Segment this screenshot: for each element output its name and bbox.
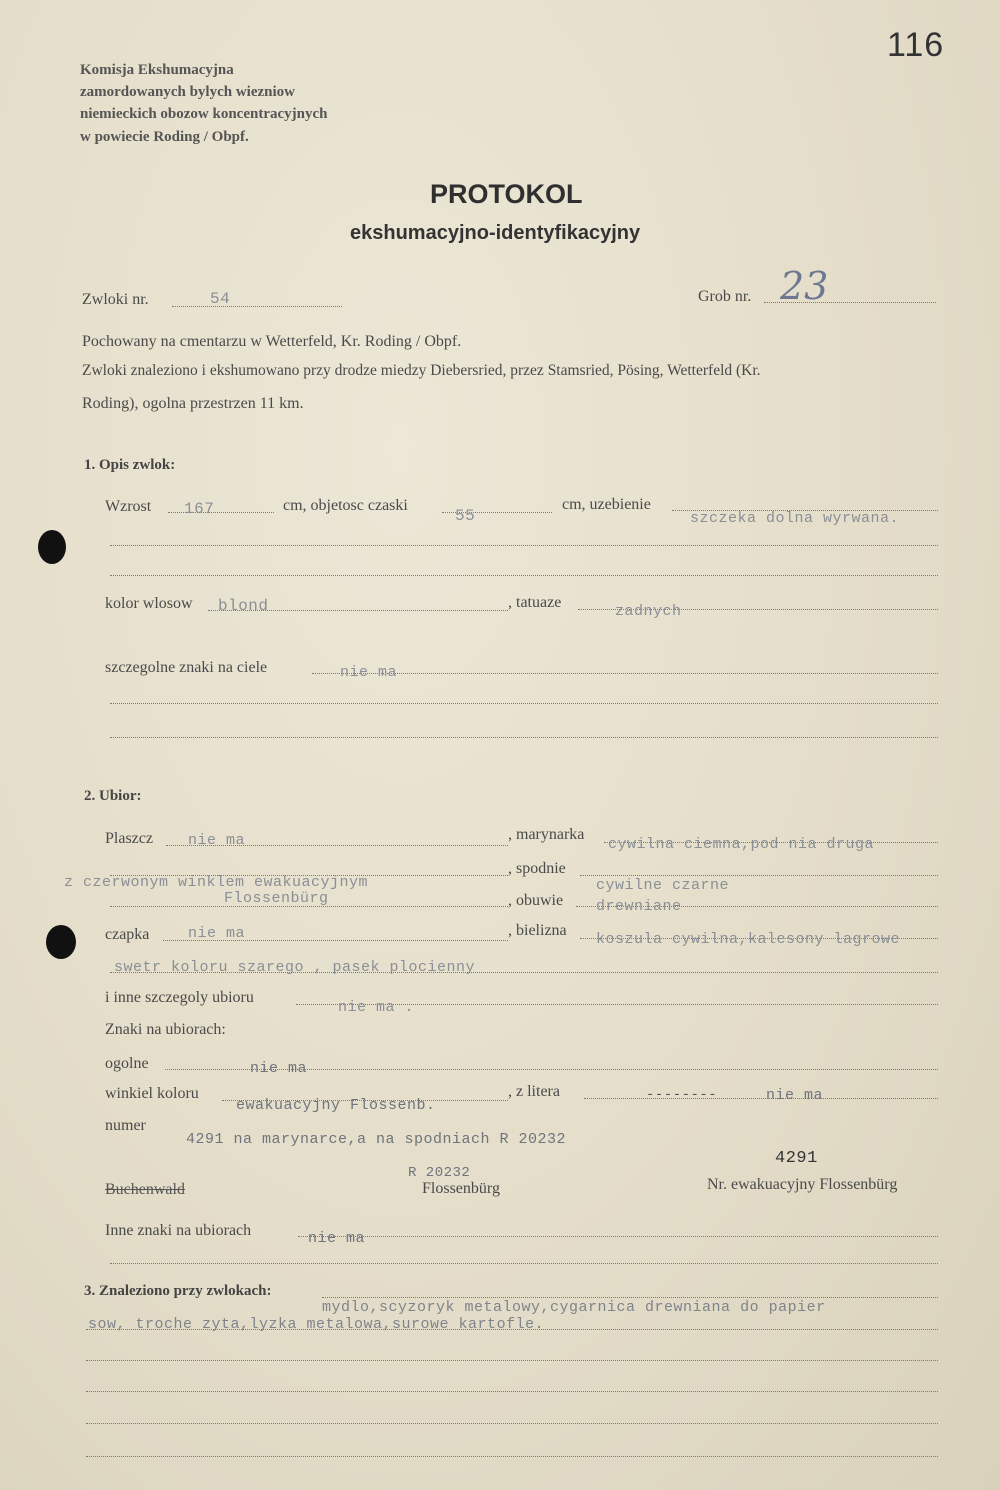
bielizna-value: koszula cywilna,kalesony lagrowe [596, 931, 901, 948]
intro-line-2: Zwloki znaleziono i ekshumowano przy drodze miedzy Diebersried, przez Stamsried, Pösing, Wetterfeld (Kr. [82, 362, 761, 379]
uzebienie-value: szczeka dolna wyrwana. [690, 510, 900, 527]
n-value: 4291 [775, 1149, 818, 1168]
header-line-3: niemieckich obozow koncentracyjnych [80, 106, 328, 122]
r-value: R 20232 [408, 1165, 471, 1181]
binder-hole-top [38, 530, 66, 564]
tatuaze-value: zadnych [615, 603, 682, 620]
section-3-line-1: mydlo,scyzoryk metalowy,cygarnica drewniana do papier [322, 1299, 826, 1316]
plaszcz-value: nie ma [188, 832, 246, 849]
flossenburg-label: Flossenbürg [422, 1180, 500, 1197]
ogolne-label: ogolne [105, 1055, 149, 1072]
znaki-ciele-label: szczegolne znaki na ciele [105, 659, 268, 676]
marynarka-label: , marynarka [508, 826, 585, 843]
cm-uzebienie-label: cm, uzebienie [562, 496, 651, 513]
intro-line-3: Roding), ogolna przestrzen 11 km. [82, 395, 304, 412]
document-subtitle: ekshumacyjno-identyfikacyjny [350, 222, 641, 244]
spodnie-value: cywilne czarne [596, 877, 730, 894]
cm-czaska-label: cm, objetosc czaski [283, 497, 408, 514]
section-2-heading: 2. Ubior: [84, 788, 142, 804]
zwloki-value: 54 [210, 290, 231, 308]
spodnie-label: , spodnie [508, 860, 566, 877]
z-litera-dashes: -------- [646, 1087, 718, 1103]
grob-value: 23 [780, 264, 829, 308]
obuwie-label: , obuwie [508, 892, 564, 909]
inne-znaki-value: nie ma [308, 1230, 366, 1247]
document-title: PROTOKOL [430, 179, 583, 209]
czaska-value: 55 [455, 507, 476, 525]
winkiel-koloru-value: ewakuacyjny Flossenb. [236, 1097, 436, 1114]
bielizna-label: , bielizna [508, 922, 567, 939]
tatuaze-label: , tatuaze [508, 594, 562, 611]
numer-label: numer [105, 1117, 146, 1134]
winkiel-koloru-label: winkiel koloru [105, 1085, 199, 1102]
section-1-heading: 1. Opis zwlok: [84, 457, 176, 473]
inne-znaki-label: Inne znaki na ubiorach [105, 1222, 252, 1239]
plaszcz-label: Plaszcz [105, 830, 153, 847]
czapka-label: czapka [105, 926, 150, 943]
marynarka-continued-2: Flossenbürg [224, 890, 329, 907]
wzrost-value: 167 [184, 500, 215, 518]
header-line-4: w powiecie Roding / Obpf. [80, 129, 249, 145]
znaki-na-ubiorach-heading: Znaki na ubiorach: [105, 1021, 226, 1038]
kolor-wlosow-value: blond [218, 597, 269, 615]
inne-szczegoly-value: nie ma . [338, 999, 415, 1016]
marynarka-continued: z czerwonym winklem ewakuacyjnym [64, 874, 369, 891]
marynarka-value: cywilna ciemna,pod nia druga [608, 836, 875, 853]
buchenwald-label: Buchenwald [105, 1181, 185, 1198]
bielizna-continued: swetr koloru szarego , pasek plocienny [114, 959, 476, 976]
binder-hole-bottom [46, 925, 76, 959]
inne-szczegoly-label: i inne szczegoly ubioru [105, 989, 254, 1006]
z-litera-label: , z litera [508, 1083, 560, 1100]
page-number: 116 [887, 26, 945, 64]
zwloki-label: Zwloki nr. [82, 291, 149, 308]
ogolne-value: nie ma [250, 1060, 308, 1077]
znaki-ciele-value: nie ma [340, 664, 398, 681]
numer-value: 4291 na marynarce,a na spodniach R 20232 [186, 1131, 567, 1148]
kolor-wlosow-label: kolor wlosow [105, 595, 193, 612]
header-line-2: zamordowanych bylych wiezniow [80, 84, 295, 100]
nr-ewakuacyjny-label: Nr. ewakuacyjny Flossenbürg [707, 1176, 898, 1193]
section-3-heading: 3. Znaleziono przy zwlokach: [84, 1283, 272, 1299]
intro-line-1: Pochowany na cmentarzu w Wetterfeld, Kr. Roding / Obpf. [82, 333, 462, 350]
z-litera-value: nie ma [766, 1087, 824, 1104]
wzrost-label: Wzrost [105, 498, 152, 515]
czapka-value: nie ma [188, 925, 246, 942]
obuwie-value: drewniane [596, 898, 682, 915]
grob-label: Grob nr. [698, 288, 752, 305]
header-line-1: Komisja Ekshumacyjna [80, 62, 234, 78]
section-3-line-2: sow, troche zyta,lyzka metalowa,surowe kartofle. [88, 1316, 545, 1333]
